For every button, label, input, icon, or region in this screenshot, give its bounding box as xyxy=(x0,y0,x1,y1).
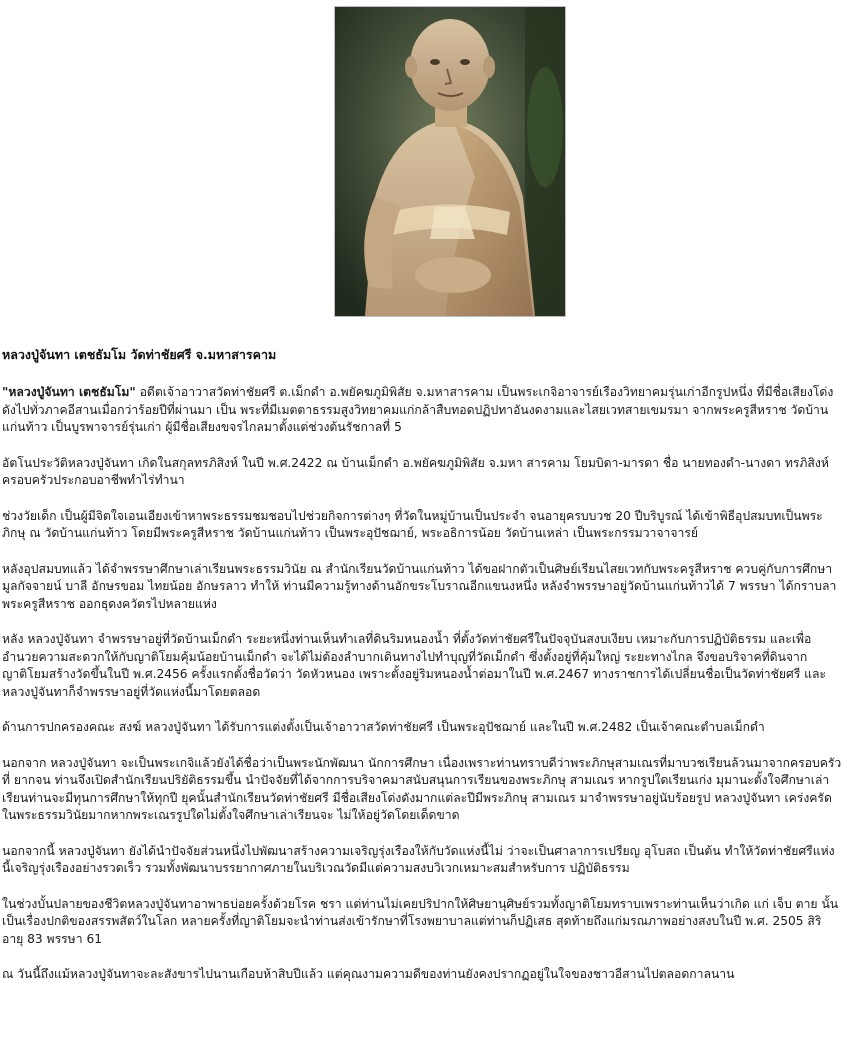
intro-text: อดีตเจ้าอาวาสวัดท่าชัยศรี ต.เม็กดำ อ.พยัคฆภูมิพิสัย จ.มหาสารคาม เป็นพระเกจิอาจารย์เรืองวิทยาคมรุ่นเก่าอีกรูปหนึ่ง ที่มีชื่อเสียงโด่งดังไปทั่วภาคอีสานเมื่อกว่าร้อยปีที่ผ่านมา เป็น พระที่มีเมตตาธรรมสูงวิทยาคมแก่กล้าสืบทอดปฏิปทาอันงดงามและไสยเวทสายเขมรมา จากพระครูสีหราช วัดบ้านแก่นท้าว เป็นบูรพาจารย์รุ่นเก่า ผู้มีชื่อเสียงขจรไกลมาตั้งแต่ช่วงต้นรัชกาลที่ 5 xyxy=(2,385,834,434)
portrait-illustration xyxy=(335,7,565,316)
paragraph-administration: ด้านการปกครองคณะ สงฆ์ หลวงปู่จันทา ได้รับการแต่งตั้งเป็นเจ้าอาวาสวัดท่าชัยศรี เป็นพระอุปัชฌาย์ และในปี พ.ศ.2482 เป็นเจ้าคณะตำบลเม็กดำ xyxy=(2,720,765,734)
monk-name-bold: "หลวงปู่จันทา เตชธัมโม" xyxy=(2,385,136,399)
paragraph-ordination: ช่วงวัยเด็ก เป็นผู้มีจิตใจเอนเอียงเข้าหาพระธรรมชมชอบไปช่วยกิจการต่างๆ ที่วัดในหมู่บ้านเป็นประจำ จนอายุครบบวช 20 ปีบริบูรณ์ ได้เข้าพิธีอุปสมบทเป็นพระภิกษุ ณ วัดบ้านแก่นท้าว โดยมีพระครูสีหราช วัดบ้านแก่นท้าว เป็นพระอุปัชฌาย์, พระอธิการน้อย วัดบ้านเหล่า เป็นพระกรรมวาจาจารย์ xyxy=(2,508,823,540)
monk-portrait-photo xyxy=(334,6,566,317)
intro-paragraph xyxy=(2,384,842,437)
paragraph-legacy: ณ วันนี้ถึงแม้หลวงปู่จันทาจะละสังขารไปนานเกือบห้าสิบปีแล้ว แต่คุณงามความดีของท่านยังคงปรากฏอยู่ในใจของชาวอีสานไปตลอดกาลนาน xyxy=(2,967,735,981)
paragraph-birth: อัตโนประวัติหลวงปู่จันทา เกิดในสกุลทรภิสิงห์ ในปี พ.ศ.2422 ณ บ้านเม็กดำ อ.พยัคฆภูมิพิสัย จ.มหา สารคาม โยมบิดา-มารดา ชื่อ นายทองดำ-นางดา ทรภิสิงห์ ครอบครัวประกอบอาชีพทำไร่ทำนา xyxy=(2,455,829,487)
paragraph-temple-founding: หลัง หลวงปู่จันทา จำพรรษาอยู่ที่วัดบ้านเม็กดำ ระยะหนึ่งท่านเห็นทำเลที่ดินริมหนองน้ำ ที่ตั้งวัดท่าชัยศรีในปัจจุบันสงบเงียบ เหมาะกับการปฏิบัติธรรม และเพื่ออำนวยความสะดวกให้กับญาติโยมคุ้มน้อยบ้านเม็กดำ จะได้ไม่ต้องลำบากเดินทางไปทำบุญที่วัดเม็กดำ ซึ่งตั้งอยู่ที่คุ้มใหญ่ ระยะทางไกล จึงขอบริจาคที่ดินจากญาติโยมสร้างวัดขึ้นในปี พ.ศ.2456 ครั้งแรกตั้งชื่อวัดว่า วัดหัวหนอง เพราะตั้งอยู่ริมหนองน้ำต่อมาในปี พ.ศ.2467 ทางราชการได้เปลี่ยนชื่อเป็นวัดท่าชัยศรี และหลวงปู่จันทาก็จำพรรษาอยู่ที่วัดแห่งนี้มาโดยตลอด xyxy=(2,632,827,699)
paragraph-final-years: ในช่วงบั้นปลายของชีวิตหลวงปู่จันทาอาพาธบ่อยครั้งด้วยโรค ชรา แต่ท่านไม่เคยปริปากให้ศิษยานุศิษย์รวมทั้งญาติโยมทราบเพราะท่านเห็นว่าเกิด แก่ เจ็บ ตาย นั้นเป็นเรื่องปกติของสรรพสัตว์ในโลก หลายครั้งที่ญาติโยมจะนำท่านส่งเข้ารักษาที่โรงพยาบาลแต่ท่านก็ปฏิเสธ สุดท้ายถึงแก่มรณภาพอย่างสงบในปี พ.ศ. 2505 สิริอายุ 83 พรรษา 61 xyxy=(2,896,839,946)
article xyxy=(2,346,842,1002)
paragraph-education: นอกจาก หลวงปู่จันทา จะเป็นพระเกจิแล้วยังได้ชื่อว่าเป็นพระนักพัฒนา นักการศึกษา เนื่องเพราะท่านทราบดีว่าพระภิกษุสามเณรที่มาบวชเรียนล้วนมาจากครอบครัวที่ ยากจน ท่านจึงเปิดสำนักเรียนปริยัติธรรมขึ้น นำปัจจัยที่ได้จากการบริจาคมาสนับสนุนการเรียนของพระภิกษุ สามเณร หากรูปใดเรียนเก่ง มุมานะตั้งใจศึกษาเล่าเรียนท่านจะมีทุนการศึกษาให้ทุกปี ยุคนั้นสำนักเรียนวัดท่าชัยศรี มีชื่อเสียงโด่งดังมากแต่ละปีมีพระภิกษุ สามเณร มาจำพรรษาอยู่นับร้อยรูป หลวงปู่จันทา เคร่งครัดในพระธรรมวินัยมากหากพระเณรรูปใดไม่ตั้งใจศึกษาเล่าเรียนจะ ไม่ให้อยู่วัดโดยเด็ดขาด xyxy=(2,755,842,822)
paragraph-development: นอกจากนี้ หลวงปู่จันทา ยังได้นำปัจจัยส่วนหนึ่งไปพัฒนาสร้างความเจริญรุ่งเรืองให้กับวัดแห่งนี้ไม่ ว่าจะเป็นศาลาการเปรียญ อุโบสถ เป็นต้น ทำให้วัดท่าชัยศรีแห่งนี้เจริญรุ่งเรืองอย่างรวดเร็ว รวมทั้งพัฒนาบรรยากาศภายในบริเวณวัดมีแต่ความสงบวิเวกเหมาะสมสำหรับการ ปฏิบัติธรรม xyxy=(2,843,835,875)
paragraph-study: หลังอุปสมบทแล้ว ได้จำพรรษาศึกษาเล่าเรียนพระธรรมวินัย ณ สำนักเรียนวัดบ้านแก่นท้าว ได้ขอฝากตัวเป็นศิษย์เรียนไสยเวทกับพระครูสีหราช ควบคู่กับการศึกษามูลกัจจายน์ บาลี อักษรขอม ไทยน้อย อักษรลาว ทำให้ ท่านมีความรู้ทางด้านอักขระโบราณอีกแขนงหนึ่ง หลังจำพรรษาอยู่วัดบ้านแก่นท้าวได้ 7 พรรษา ได้กราบลาพระครูสีหราช ออกธุดงควัตรไปหลายแห่ง xyxy=(2,561,837,611)
article-title: หลวงปู่จันทา เตชธัมโม วัดท่าชัยศรี จ.มหาสารคาม xyxy=(2,347,277,362)
